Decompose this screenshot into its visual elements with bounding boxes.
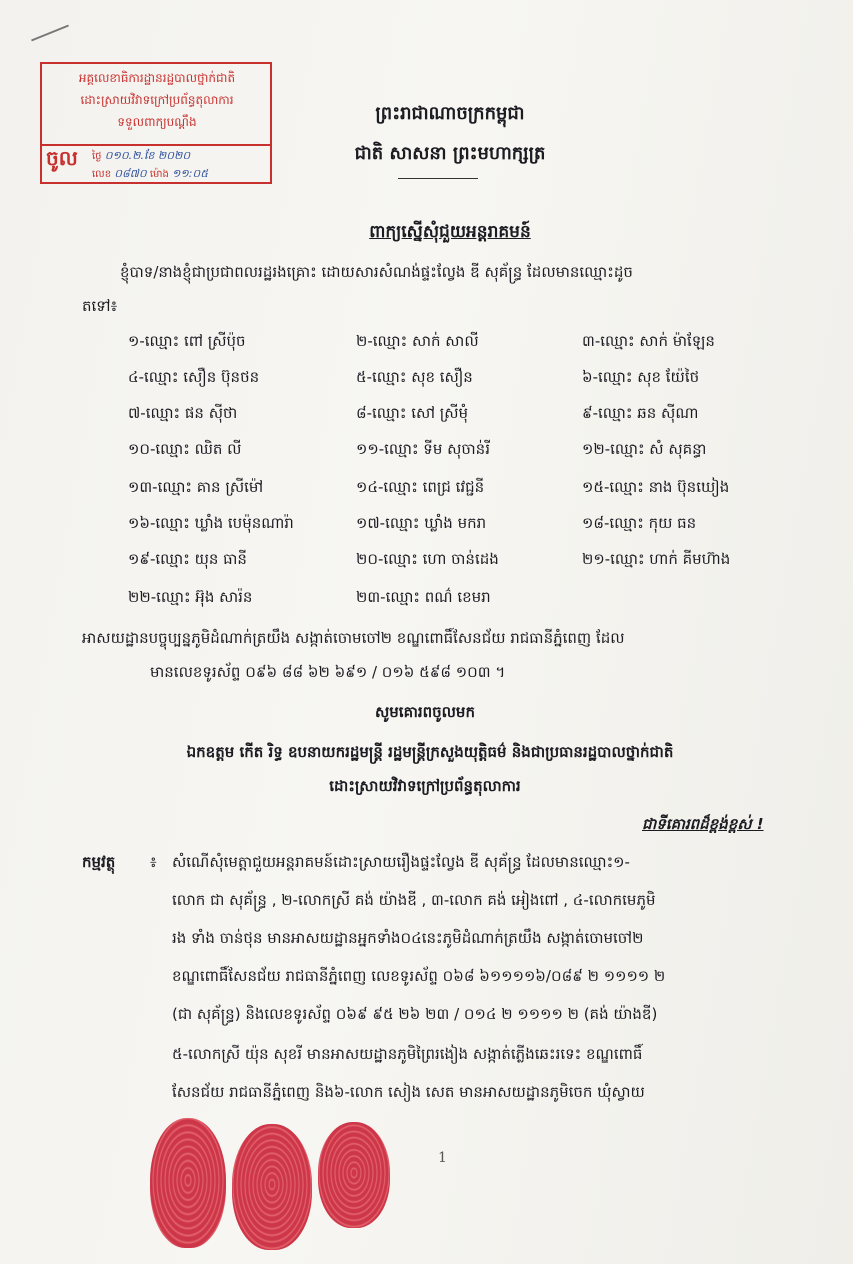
stamp-number-label: លេខ [92, 169, 112, 180]
document-title: ពាក្យស្នើសុំជួយអន្តរាគមន៍ [369, 222, 531, 242]
kingdom-heading: ព្រះរាជាណាចក្រកម្ពុជា [375, 103, 525, 124]
stamp-time-value: ១១:០៥ [172, 167, 208, 180]
addressee-line-1: ឯកឧត្តម កើត រិទ្ធ ឧបនាយករដ្ឋមន្ត្រី រដ្ឋមន្ត្រីក្រសួងយុត្តិធម៌ និងជាប្រធានរដ្ឋបាលថ្នាក់ជាតិ [186, 743, 674, 761]
names-row [128, 404, 808, 428]
name-item: ៨-ឈ្មោះ សៅ ស្រីមុំ [356, 404, 469, 422]
address-line-2: មានលេខទូរស័ព្ទ ០៩៦ ៨៨ ៦២ ៦៩១ / ០១៦ ៥៩៨ ១០៣ ។ [150, 663, 506, 681]
name-item: ៥-ឈ្មោះ សុខ សឿន [356, 368, 473, 386]
name-item: ១២-ឈ្មោះ សំ សុគន្ធា [582, 440, 707, 458]
stamp-number-field [92, 166, 208, 183]
name-item: ១៥-ឈ្មោះ នាង ប៊ុនឃៀង [582, 478, 730, 496]
name-item: ១៤-ឈ្មោះ ពេជ្រ វេជ្ជនី [356, 478, 485, 496]
stamp-received-label: ចូល [46, 146, 78, 170]
names-row [128, 368, 808, 392]
subject-line-3: រង ទាំង ចាន់ថុន មានអាសយដ្ឋានអ្នកទាំង០៤នេះភូមិដំណាក់ត្រយឹង សង្កាត់ចោមចៅ២ [172, 929, 644, 947]
name-item: ៦-ឈ្មោះ សុខ យ៉ែថៃ [582, 368, 700, 386]
names-row [128, 588, 808, 612]
subject-line-4: ខណ្ឌពោធិ៍សែនជ័យ រាជធានីភ្នំពេញ លេខទូរស័ព្ទ ០៦៨ ៦១១១១៦/០៨៩ ២ ១១១១ ២ [172, 967, 666, 985]
names-row [128, 550, 808, 574]
name-item: ២៣-ឈ្មោះ ពណ៌ ខេមរា [356, 588, 491, 606]
fingerprint-2 [232, 1124, 312, 1250]
name-item: ២០-ឈ្មោះ ហោ ចាន់ដេង [356, 550, 499, 568]
name-item: ១៨-ឈ្មោះ កុយ ធន [582, 514, 697, 532]
names-row [128, 514, 808, 538]
names-row [128, 440, 808, 464]
name-item: ៧-ឈ្មោះ ផន ស៊ីថា [128, 404, 238, 422]
stamp-date-label: ថ្ងៃ [92, 151, 102, 162]
stamp-line-2: ដោះស្រាយវិវាទក្រៅប្រព័ន្ធតុលាការ [80, 93, 234, 107]
name-item: ៩-ឈ្មោះ ឆន ស៊ីណា [582, 404, 699, 422]
subject-colon: ៖ [150, 853, 157, 871]
received-stamp [40, 62, 272, 184]
name-item: ១១-ឈ្មោះ ទីម សុចាន់រី [356, 440, 490, 458]
subject-line-1: សំណើសុំមេត្តាជួយអន្តរាគមន៍ដោះស្រាយរឿងផ្ទះល្វែង ឌី សុគ័ន្ធ្រ ដែលមានឈ្មោះ១- [172, 853, 630, 871]
motto-divider [398, 178, 478, 179]
name-item: ១៣-ឈ្មោះ គាន ស្រីម៉ៅ [128, 478, 264, 496]
stamp-date-value: ០១០.២.ខែ ២០២០ [104, 149, 191, 162]
pen-mark [31, 25, 69, 42]
name-item: ២-ឈ្មោះ សាក់ សាលី [356, 332, 479, 350]
name-item: ២២-ឈ្មោះ អ៊ុង សារ៉ន [128, 588, 253, 606]
subject-line-7: សែនជ័យ រាជធានីភ្នំពេញ និង៦-លោក សៀង សេត មានអាសយដ្ឋានភូមិចេក ឃុំស្វាយ [172, 1083, 645, 1101]
subject-label: កម្មវត្ថុ [82, 853, 116, 871]
address-line-1: អាសយដ្ឋានបច្ចុប្បន្នភូមិដំណាក់ត្រយឹង សង្កាត់ចោមចៅ២ ខណ្ឌពោធិ៍សែនជ័យ រាជធានីភ្នំពេញ ដែល [82, 629, 625, 647]
name-item: ១០-ឈ្មោះ ឈិត លី [128, 440, 242, 458]
addressee-line-2: ដោះស្រាយវិវាទក្រៅប្រព័ន្ធតុលាការ [329, 777, 521, 795]
subject-line-2: លោក ជា សុគ័ន្ធ្រ , ២-លោកស្រី គង់ យ៉ាងឌី , ៣-លោក គង់ អៀងពៅ , ៤-លោកមេភូមិ [172, 891, 656, 909]
name-item: ៣-ឈ្មោះ សាក់ ម៉ាឡែន [582, 332, 715, 350]
respect-line: សូមគោរពចូលមក [375, 703, 475, 721]
page-number: 1 [438, 1150, 447, 1166]
stamp-time-label: ម៉ោង [149, 169, 169, 180]
stamp-number-value: ០៨៧០ [114, 167, 147, 180]
name-item: ១៦-ឈ្មោះ ឃ្លាំង បេម៉ុនណារ៉ា [128, 514, 294, 532]
names-row [128, 332, 808, 356]
subject-line-5: (ជា សុគ័ន្ធ្រ) និងលេខទូរស័ព្ទ ០៦៩ ៩៥ ២៦ ២៣ / ០១៤ ២ ១១១១ ២ (គង់ យ៉ាងឌី) [172, 1005, 658, 1023]
name-item: ២១-ឈ្មោះ ហាក់ គីមហ៊ាង [582, 550, 731, 568]
name-item: ១-ឈ្មោះ ពៅ ស្រីប៉ុច [128, 332, 246, 350]
intro-line-1: ខ្ញុំបាទ/នាងខ្ញុំជាប្រជាពលរដ្ឋរងគ្រោះ ដោយសារសំណង់ផ្ទះល្វែង ឌី សុគ័ន្ធ្រ ដែលមានឈ្មោះដូច [120, 263, 633, 281]
stamp-date-field [92, 148, 190, 165]
stamp-line-3: ទទួលពាក្យបណ្តឹង [117, 115, 197, 129]
fingerprint-3 [318, 1122, 390, 1228]
salutation: ជាទីគោរពដ៏ខ្ពង់ខ្ពស់ ! [642, 815, 764, 833]
national-motto: ជាតិ សាសនា ព្រះមហាក្សត្រ [354, 143, 546, 164]
stamp-line-1: អគ្គលេខាធិការដ្ឋានរដ្ឋបាលថ្នាក់ជាតិ [78, 71, 236, 85]
names-row [128, 478, 808, 502]
fingerprint-1 [150, 1118, 226, 1248]
name-item: ១៧-ឈ្មោះ ឃ្លាំង មករា [356, 514, 487, 532]
name-item: ៤-ឈ្មោះ សឿន ប៊ុនថន [128, 368, 260, 386]
subject-line-6: ៥-លោកស្រី យ៉ុន សុខរី មានអាសយដ្ឋានភូមិព្រៃរងៀង សង្កាត់ភ្លើងឆេះរទេះ ខណ្ឌពោធិ៍ [172, 1045, 643, 1063]
name-item: ១៩-ឈ្មោះ យុន ធានី [128, 550, 247, 568]
intro-line-2: តទៅ៖ [82, 297, 118, 315]
